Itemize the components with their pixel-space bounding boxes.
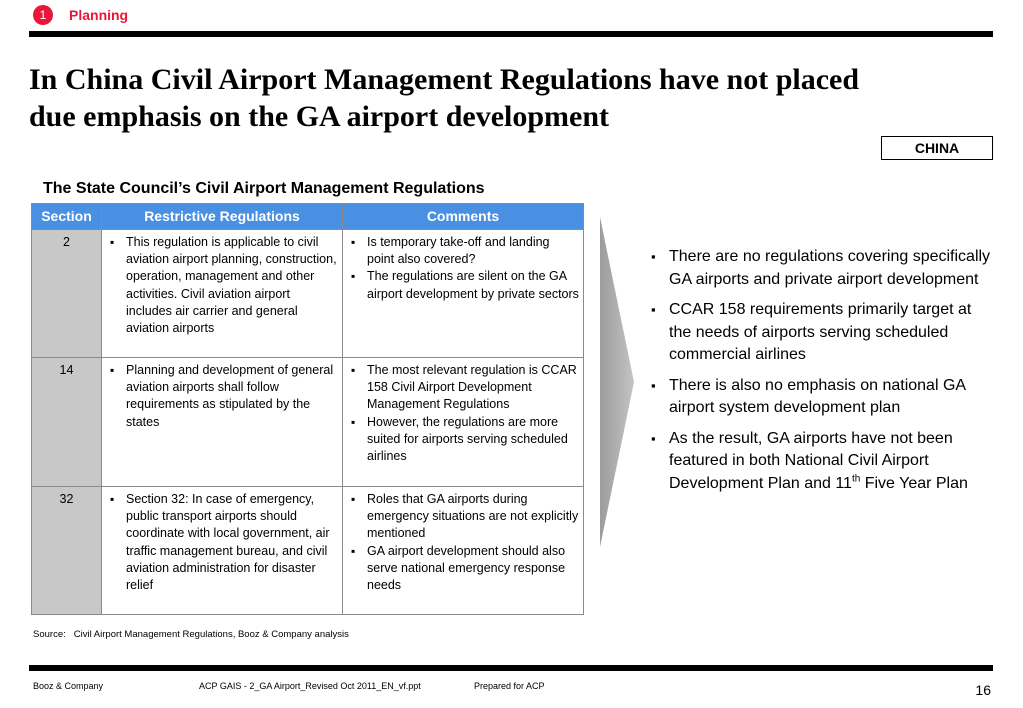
footer-prepared-for: Prepared for ACP <box>474 681 545 691</box>
list-item: ▪ The most relevant regulation is CCAR 158 Civil Airport Development Management Regulations <box>347 362 579 414</box>
ordinal-suffix: th <box>851 473 861 485</box>
country-tag: CHINA <box>881 136 993 160</box>
page-number: 16 <box>975 682 991 698</box>
regulations-cell <box>102 487 343 615</box>
section-number-cell: 2 <box>32 230 102 358</box>
table-title: The State Council’s Civil Airport Management Regulations <box>43 180 485 197</box>
section-number-cell: 14 <box>32 358 102 487</box>
list-item: ▪ GA airport development should also serve national emergency response needs <box>347 543 579 595</box>
finding-item <box>648 428 993 496</box>
source-note <box>33 629 349 640</box>
bottom-divider <box>29 665 993 671</box>
list-item: ▪ The regulations are silent on the GA airport development by private sectors <box>347 268 579 302</box>
column-header-restrictive-regulations: Restrictive Regulations <box>102 204 343 230</box>
regulations-cell <box>102 230 343 358</box>
comments-cell <box>343 358 584 487</box>
column-header-section: Section <box>32 204 102 230</box>
list-item: ▪ Planning and development of general aviation airports shall follow requirements as stipulated by the states <box>106 362 338 431</box>
column-header-comments: Comments <box>343 204 584 230</box>
table-row <box>32 487 584 615</box>
slide-title <box>29 61 989 135</box>
table-row <box>32 358 584 487</box>
list-item: ▪ Roles that GA airports during emergency situations are not explicitly mentioned <box>347 491 579 543</box>
footer-company: Booz & Company <box>33 681 104 691</box>
table-row <box>32 230 584 358</box>
top-divider <box>29 31 993 37</box>
comments-cell <box>343 487 584 615</box>
source-label: Source: <box>33 629 66 640</box>
list-item: ▪ However, the regulations are more suited for airports serving scheduled airlines <box>347 414 579 466</box>
source-text: Civil Airport Management Regulations, Booz & Company analysis <box>73 629 349 640</box>
regulations-cell <box>102 358 343 487</box>
slide-title-line-2: due emphasis on the GA airport development <box>29 100 610 133</box>
slide-title-line-1: In China Civil Airport Management Regulations have not placed <box>29 63 860 96</box>
finding-text: As the result, GA airports have not been featured in both National Civil Airport Development Plan and 11 <box>669 429 953 492</box>
footer-file-name: ACP GAIS - 2_GA Airport_Revised Oct 2011_EN_vf.ppt <box>199 681 421 691</box>
finding-text: Five Year Plan <box>860 474 968 492</box>
table-header-row <box>32 204 584 230</box>
list-item: ▪ Is temporary take-off and landing point also covered? <box>347 234 579 268</box>
section-number-cell: 32 <box>32 487 102 615</box>
list-item: ▪ Section 32: In case of emergency, public transport airports should coordinate with local government, air traffic management bureau, and civil aviation administration for disaster relief <box>106 491 338 594</box>
section-number-badge: 1 <box>33 5 53 25</box>
chevron-arrow-icon <box>600 217 636 547</box>
comments-cell <box>343 230 584 358</box>
regulations-table <box>31 203 584 615</box>
finding-item: ▪ There are no regulations covering specifically GA airports and private airport development <box>648 246 993 291</box>
findings-list <box>648 246 993 503</box>
section-label: Planning <box>69 7 129 23</box>
finding-item: ▪ CCAR 158 requirements primarily target at the needs of airports serving scheduled commercial airlines <box>648 299 993 367</box>
finding-item: ▪ There is also no emphasis on national GA airport system development plan <box>648 375 993 420</box>
list-item: ▪ This regulation is applicable to civil aviation airport planning, construction, operation, management and other activities. Civil aviation airport includes air carrier and general aviation airports <box>106 234 338 337</box>
